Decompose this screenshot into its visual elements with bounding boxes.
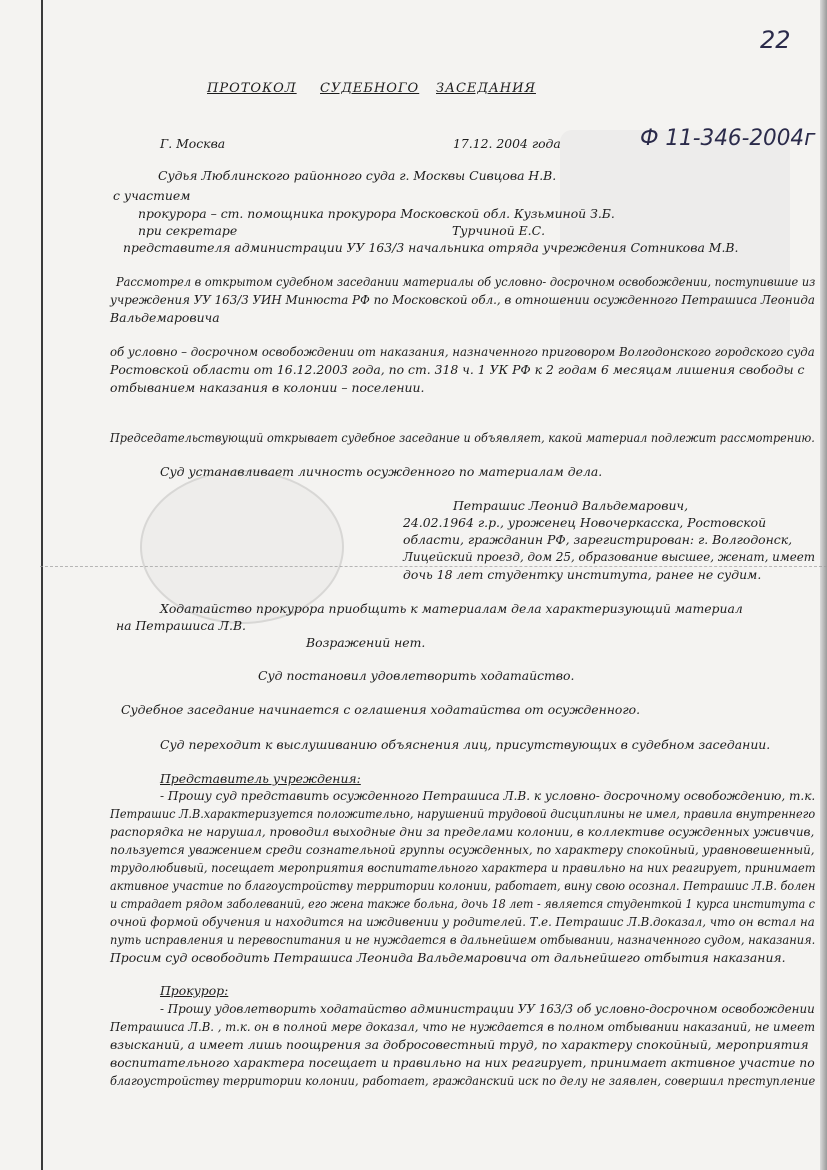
rep-speech-10: Просим суд освободить Петрашиса Леонида Вальдемаровича от дальнейшего отбытия наказания. bbox=[110, 950, 786, 965]
date: 17.12. 2004 года bbox=[453, 136, 561, 151]
convict-info-2: 24.02.1964 г.р., уроженец Новочеркасска, Ростовской bbox=[403, 515, 767, 530]
secretary-label: при секретаре bbox=[138, 223, 238, 238]
page-number: 22 bbox=[760, 26, 791, 54]
intro-line-1: Рассмотрел в открытом судебном заседании материалы об условно- досрочном освобождении, поступившие из bbox=[116, 274, 816, 289]
convict-info-3: области, гражданин РФ, зарегистрирован: г. Волгодонск, bbox=[403, 532, 793, 547]
prosecutor-speech-2: Петрашиса Л.В. , т.к. он в полной мере доказал, что не нуждается в полном отбывании наказаний, не имеет bbox=[110, 1019, 816, 1034]
case-number: Ф 11-346-2004г bbox=[640, 126, 816, 151]
judge-line: Судья Люблинского районного суда г. Москвы Сивцова Н.В. bbox=[158, 168, 557, 183]
opening-line: Председательствующий открывает судебное заседание и объявляет, какой материал подлежит рассмотрению. bbox=[110, 430, 815, 445]
sentence-line-1: об условно – досрочном освобождении от наказания, назначенного приговором Волгодонского городского суда bbox=[110, 344, 815, 359]
rep-speech-1: - Прошу суд представить осужденного Петрашиса Л.В. к условно- досрочному освобождению, т.к. bbox=[160, 788, 816, 803]
prosecutor-speech-1: - Прошу удовлетворить ходатайство администрации УУ 163/3 об условно-досрочном освобождении bbox=[160, 1001, 815, 1016]
convict-info-5: дочь 18 лет студентку института, ранее не судим. bbox=[403, 567, 762, 582]
session-begins: Судебное заседание начинается с оглашения ходатайства от осужденного. bbox=[121, 702, 641, 717]
representative-line: представителя администрации УУ 163/3 начальника отряда учреждения Сотникова М.В. bbox=[123, 240, 739, 255]
rep-speech-7: и страдает рядом заболеваний, его жена также больна, дочь 18 лет - является студенткой 1 курса института с bbox=[110, 896, 815, 911]
rep-heading: Представитель учреждения: bbox=[160, 771, 361, 786]
prosecutor-line: прокурора – ст. помощника прокурора Московской обл. Кузьминой З.Б. bbox=[138, 206, 615, 221]
with-participation: с участием bbox=[113, 188, 191, 203]
convict-info-4: Лицейский проезд, дом 25, образование высшее, женат, имеет bbox=[403, 549, 816, 564]
prosecutor-speech-5: благоустройству территории колонии, работает, гражданский иск по делу не заявлен, совершил преступление bbox=[110, 1073, 816, 1088]
title-word-3: ЗАСЕДАНИЯ bbox=[436, 81, 536, 96]
convict-info-1: Петрашис Леонид Вальдемарович, bbox=[453, 498, 689, 513]
prosecutor-speech-4: воспитательного характера посещает и правильно на них реагирует, принимает активное участие по bbox=[110, 1055, 815, 1070]
hearing-line: Суд переходит к выслушиванию объяснения лиц, присутствующих в судебном заседании. bbox=[160, 737, 771, 752]
intro-line-2: учреждения УУ 163/3 УИН Минюста РФ по Московской обл., в отношении осужденного Петрашиса Леонида bbox=[110, 292, 815, 307]
sentence-line-3: отбыванием наказания в колонии – поселении. bbox=[110, 380, 425, 395]
title-word-1: ПРОТОКОЛ bbox=[207, 81, 297, 96]
page-edge-shadow bbox=[820, 0, 827, 1170]
court-decided: Суд постановил удовлетворить ходатайство. bbox=[258, 668, 575, 683]
motion-line-2: на Петрашиса Л.В. bbox=[116, 618, 246, 633]
margin-line bbox=[41, 0, 43, 1170]
rep-speech-6: активное участие по благоустройству территории колонии, работает, вину свою осознал. Петрашис Л.В. болен bbox=[110, 878, 816, 893]
prosecutor-heading: Прокурор: bbox=[160, 983, 229, 998]
intro-line-3: Вальдемаровича bbox=[110, 310, 220, 325]
rep-speech-5: трудолюбивый, посещает мероприятия воспитательного характера и правильно на них реагирует, принимает bbox=[110, 860, 816, 875]
rep-speech-4: пользуется уважением среди сознательной группы осужденных, по характеру спокойный, уравновешенный, bbox=[110, 842, 815, 857]
sentence-line-2: Ростовской области от 16.12.2003 года, по ст. 318 ч. 1 УК РФ к 2 годам 6 месяцам лишения свободы с bbox=[110, 362, 805, 377]
no-objections: Возражений нет. bbox=[306, 635, 426, 650]
title-word-2: СУДЕБНОГО bbox=[320, 81, 420, 96]
motion-line-1: Ходатайство прокурора приобщить к материалам дела характеризующий материал bbox=[160, 601, 743, 616]
prosecutor-speech-3: взысканий, а имеет лишь поощрения за добросовестный труд, по характеру спокойный, мероприятия bbox=[110, 1037, 809, 1052]
place: Г. Москва bbox=[160, 136, 226, 151]
rep-speech-3: распорядка не нарушал, проводил выходные дни за пределами колонии, в коллективе осужденных уживчив, bbox=[110, 824, 815, 839]
rep-speech-8: очной формой обучения и находится на иждивении у родителей. Т.е. Петрашис Л.В.доказал, что он встал на bbox=[110, 914, 815, 929]
identity-line: Суд устанавливает личность осужденного по материалам дела. bbox=[160, 464, 603, 479]
rep-speech-9: путь исправления и перевоспитания и не нуждается в дальнейшем отбывании, назначенного судом, наказания. bbox=[110, 932, 816, 947]
secretary-name: Турчиной Е.С. bbox=[452, 223, 546, 238]
rep-speech-2: Петрашис Л.В.характеризуется положительно, нарушений трудовой дисциплины не имел, правила внутреннего bbox=[110, 806, 816, 821]
